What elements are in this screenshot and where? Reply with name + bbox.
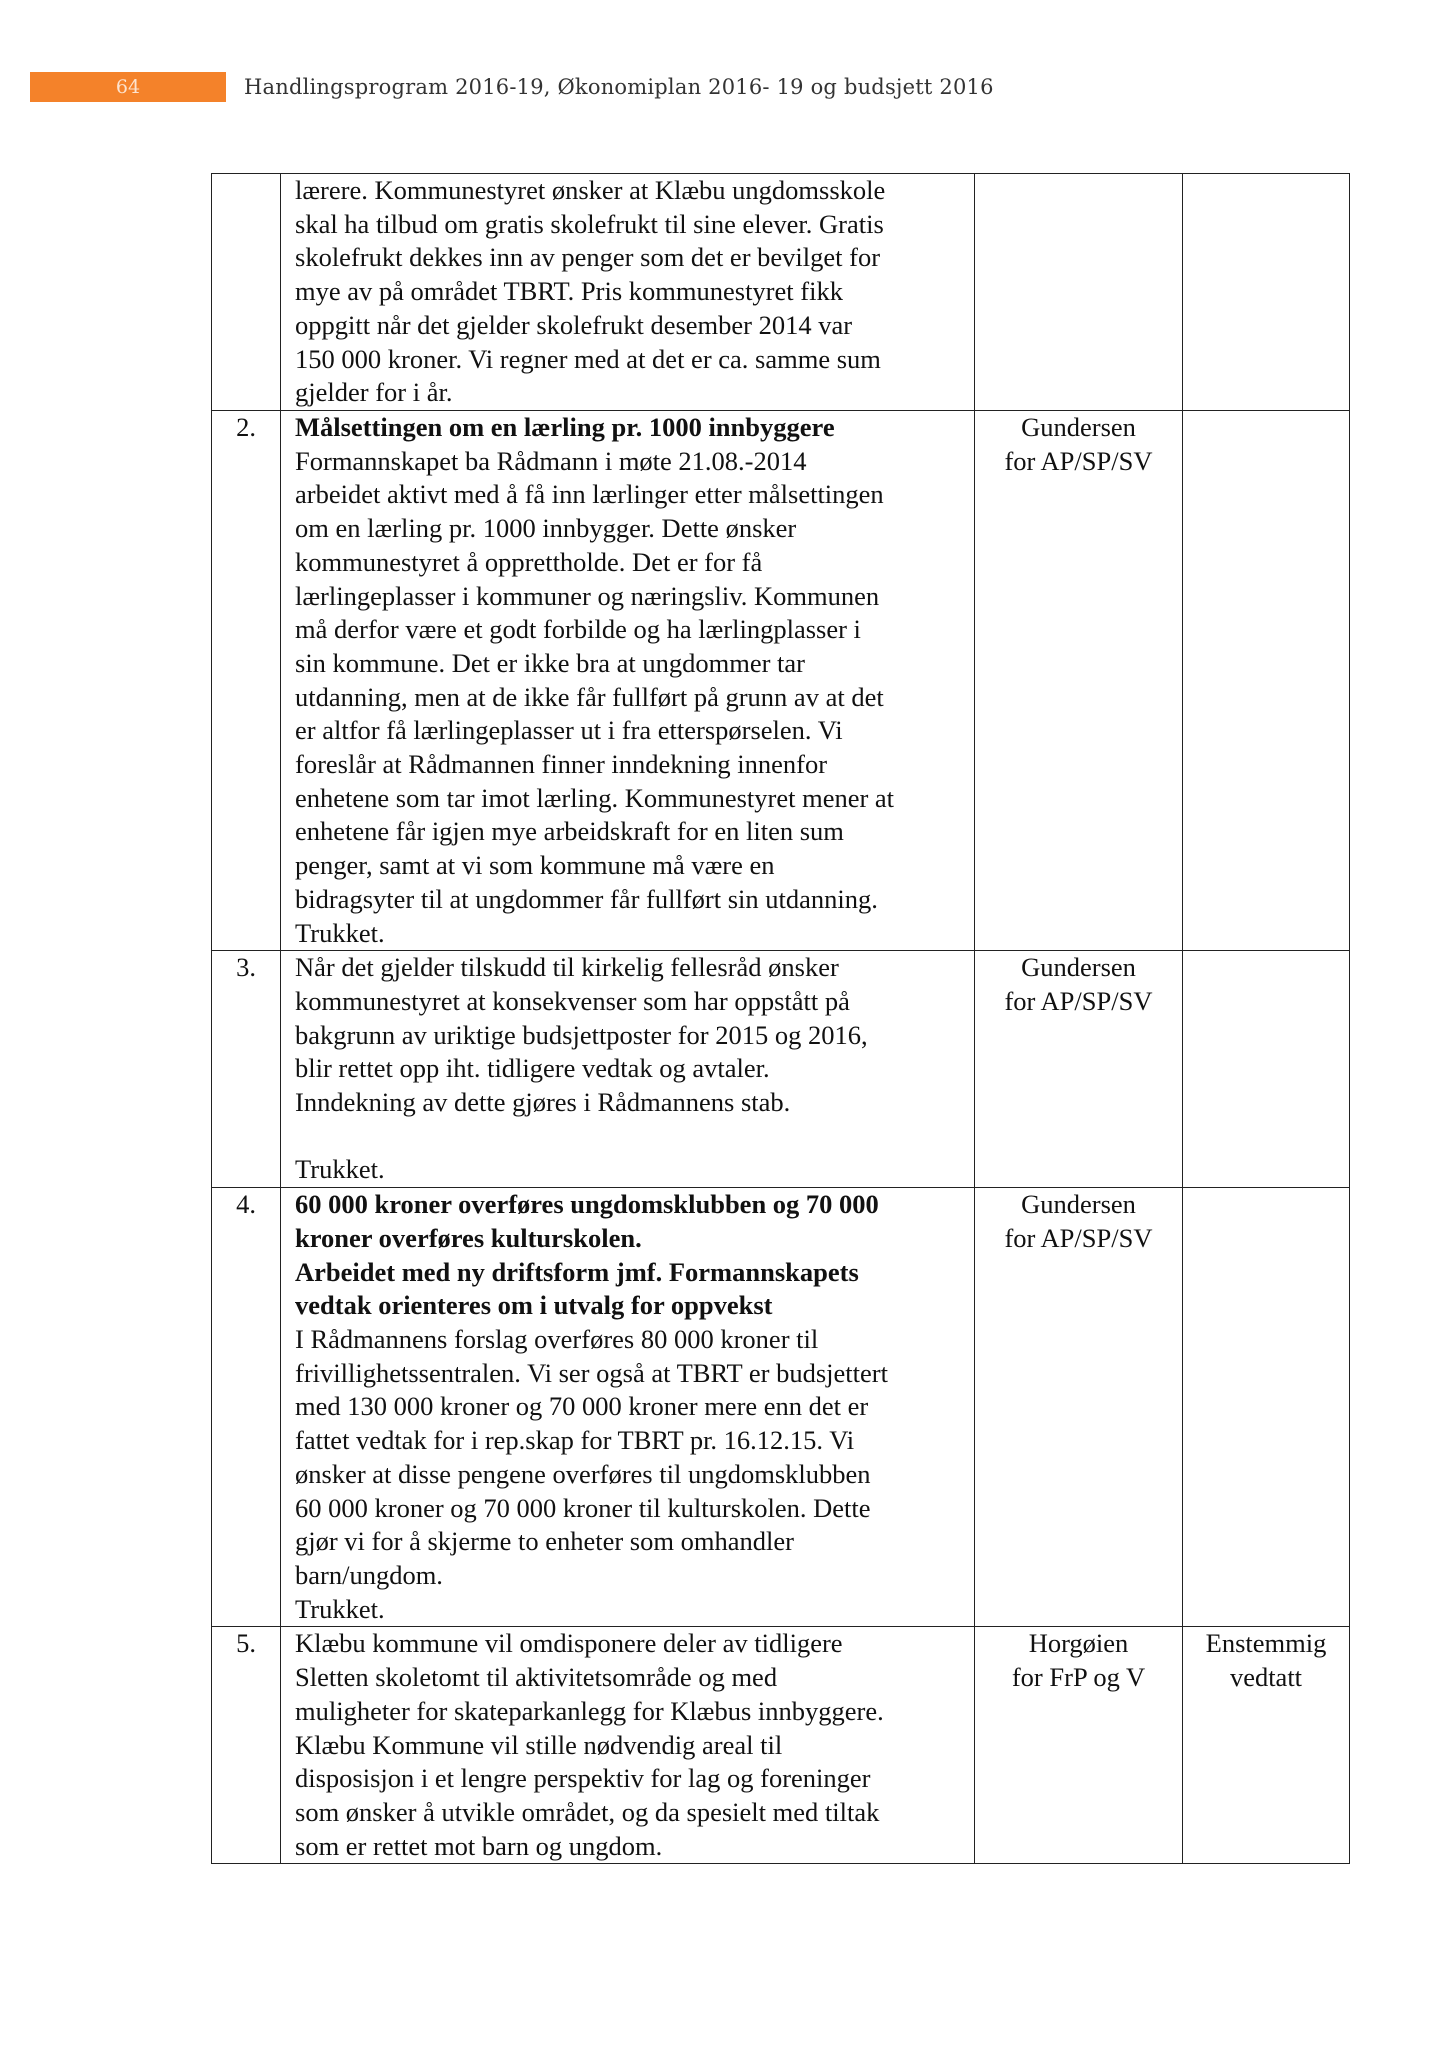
proposal-text: I Rådmannens forslag overføres 80 000 kroner til frivillighetssentralen. Vi ser også at TBRT er budsjettert med 130 000 kroner og 70 000 kroner mere enn det er fattet vedtak for i rep.skap for TBRT pr. 16.12.15. Vi ønsker at disse pengene overføres til ungdomsklubben 60 000 kroner og 70 000 kroner til kulturskolen. Dette gjør vi for å skjerme to enheter som omhandler barn/ungdom. <box>295 1324 888 1590</box>
responsible-cell <box>975 1627 1183 1864</box>
row-number: 5. <box>212 1627 281 1864</box>
proposal-heading: 60 000 kroner overføres ungdomsklubben og 70 000 kroner overføres kulturskolen. Arbeidet med ny driftsform jmf. Formannskapets vedtak orienteres om i utvalg for oppvekst <box>295 1189 879 1321</box>
proposal-text-cell <box>281 174 975 411</box>
result-cell <box>1183 174 1350 411</box>
result-cell <box>1183 1627 1350 1864</box>
proposal-table <box>211 173 1350 1864</box>
responsible-cell <box>975 411 1183 951</box>
proposal-text: Formannskapet ba Rådmann i møte 21.08.-2014 arbeidet aktivt med å få inn lærlinger etter målsettingen om en lærling pr. 1000 innbygger. Dette ønsker kommunestyret å opprettholde. Det er for få lærlingeplasser i kommuner og næringsliv. Kommunen må derfor være et godt forbilde og ha lærlingplasser i sin kommune. Det er ikke bra at ungdommer tar utdanning, men at de ikke får fullført på grunn av at det er altfor få lærlingeplasser ut i fra etterspørselen. Vi foreslår at Rådmannen finner inndekning innenfor enhetene som tar imot lærling. Kommunestyret mener at enhetene får igjen mye arbeidskraft for en liten sum penger, samt at vi som kommune må være en bidragsyter til at ungdommer får fullført sin utdanning. <box>295 445 895 914</box>
proposal-text: lærere. Kommunestyret ønsker at Klæbu ungdomsskole skal ha tilbud om gratis skolefrukt til sine elever. Gratis skolefrukt dekkes inn av penger som det er bevilget for mye av på området TBRT. Pris kommunestyret fikk oppgitt når det gjelder skolefrukt desember 2014 var 150 000 kroner. Vi regner med at det er ca. samme sum gjelder for i år. <box>295 175 886 408</box>
proposal-status: Trukket. <box>295 917 385 948</box>
proposal-text-cell <box>281 411 975 951</box>
table-row <box>212 411 1350 951</box>
page-header <box>0 72 1447 102</box>
table-row <box>212 1188 1350 1627</box>
proposal-text-cell <box>281 1188 975 1627</box>
vote-result: Enstemmig vedtatt <box>1205 1628 1327 1693</box>
proposer: Gundersen for AP/SP/SV <box>1004 412 1153 476</box>
table-row <box>212 1627 1350 1864</box>
responsible-cell <box>975 174 1183 411</box>
row-number: 3. <box>212 951 281 1188</box>
proposal-text-cell <box>281 951 975 1188</box>
page-header-title: Handlingsprogram 2016-19, Økonomiplan 2016- 19 og budsjett 2016 <box>244 75 994 99</box>
proposal-text: Klæbu kommune vil omdisponere deler av tidligere Sletten skoletomt til aktivitetsområde og med muligheter for skateparkanlegg for Klæbus innbyggere. Klæbu Kommune vil stille nødvendig areal til disposisjon i et lengre perspektiv for lag og foreninger som ønsker å utvikle området, og da spesielt med tiltak som er rettet mot barn og ungdom. <box>295 1628 884 1861</box>
blank-line <box>295 1120 968 1154</box>
proposal-text: Når det gjelder tilskudd til kirkelig fellesråd ønsker kommunestyret at konsekvenser som har oppstått på bakgrunn av uriktige budsjettposter for 2015 og 2016, blir rettet opp iht. tidligere vedtak og avtaler. Inndekning av dette gjøres i Rådmannens stab. <box>295 952 868 1118</box>
page-number: 64 <box>30 72 226 102</box>
result-cell <box>1183 411 1350 951</box>
proposer: Gundersen for AP/SP/SV <box>1004 1189 1153 1253</box>
proposal-heading: Målsettingen om en lærling pr. 1000 innbyggere <box>295 412 835 442</box>
row-number: 2. <box>212 411 281 951</box>
result-cell <box>1183 951 1350 1188</box>
row-number <box>212 174 281 411</box>
proposal-status: Trukket. <box>295 1593 385 1624</box>
table-row <box>212 951 1350 1188</box>
proposal-text-cell <box>281 1627 975 1864</box>
table-row <box>212 174 1350 411</box>
proposer: Horgøien for FrP og V <box>1011 1628 1146 1693</box>
responsible-cell <box>975 1188 1183 1627</box>
proposer: Gundersen for AP/SP/SV <box>1004 952 1153 1016</box>
responsible-cell <box>975 951 1183 1188</box>
row-number: 4. <box>212 1188 281 1627</box>
result-cell <box>1183 1188 1350 1627</box>
proposal-status: Trukket. <box>295 1154 385 1185</box>
